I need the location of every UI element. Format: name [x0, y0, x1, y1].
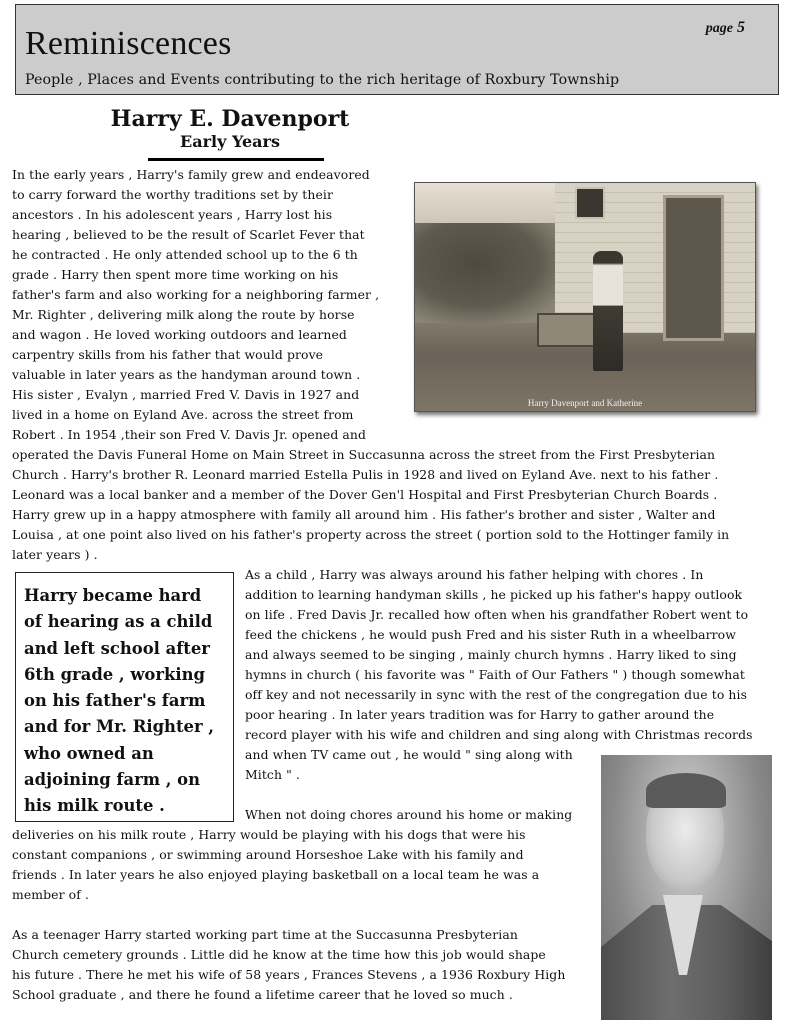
article-text-line: off key and not necessarily in sync with the rest of the congregation due to his — [245, 687, 748, 702]
article-text-line: later years ) . — [12, 547, 98, 562]
article-text-line: to carry forward the worthy traditions set by their — [12, 187, 333, 202]
photo-trees — [415, 223, 565, 323]
masthead — [15, 4, 779, 95]
article-text-line: Leonard was a local banker and a member of the Dover Gen'l Hospital and First Presbyterian Church Boards . — [12, 487, 718, 502]
article-text-line: grade . Harry then spent more time working on his — [12, 267, 339, 282]
photo-caption: Harry Davenport and Katherine — [527, 398, 643, 408]
masthead-title: Reminiscences — [25, 25, 232, 62]
article-text-line: Church cemetery grounds . Little did he know at the time how this job would shape — [12, 947, 546, 962]
article-text-line: operated the Davis Funeral Home on Main Street in Succasunna across the street from the First Presbyterian — [12, 447, 716, 462]
portrait-hair — [646, 773, 726, 808]
article-title: Harry E. Davenport — [110, 106, 350, 132]
page-label: page — [705, 21, 733, 36]
article-text-line: member of . — [12, 887, 89, 902]
article-heading — [100, 106, 360, 152]
article-text-line: and wagon . He loved working outdoors and learned — [12, 327, 347, 342]
article-text-line: friends . In later years he also enjoyed playing basketball on a local team he was a — [12, 867, 540, 882]
article-text-line: School graduate , and there he found a lifetime career that he loved so much . — [12, 987, 513, 1002]
photo-door — [663, 195, 724, 341]
article-text-line: hymns in church ( his favorite was " Faith of Our Fathers " ) though somewhat — [245, 667, 745, 682]
pull-quote-line: on his father's farm — [24, 691, 206, 711]
article-text-line: As a child , Harry was always around his father helping with chores . In — [245, 567, 704, 582]
article-text-line: on life . Fred Davis Jr. recalled how often when his grandfather Robert went to — [245, 607, 749, 622]
article-text-line: Harry grew up in a happy atmosphere with family all around him . His father's brother and sister , Walter and — [12, 507, 716, 522]
page-number-value: 5 — [737, 19, 745, 36]
pull-quote-line: and left school after — [24, 638, 210, 658]
pull-quote-line: of hearing as a child — [24, 612, 213, 632]
article-subtitle: Early Years — [180, 132, 280, 151]
article-text-line: record player with his wife and children and sing along with Christmas records — [245, 727, 753, 742]
article-text-line: poor hearing . In later years tradition was for Harry to gather around the — [245, 707, 715, 722]
article-text-line: As a teenager Harry started working part time at the Succasunna Presbyterian — [12, 927, 518, 942]
masthead-subtitle: People , Places and Events contributing to the rich heritage of Roxbury Township — [25, 72, 620, 88]
article-text-line: he contracted . He only attended school up to the 6 th — [12, 247, 358, 262]
pull-quote-line: who owned an — [24, 743, 154, 763]
page-number — [706, 19, 745, 37]
article-text-line: father's farm and also working for a neighboring farmer , — [12, 287, 380, 302]
article-text-line: ancestors . In his adolescent years , Harry lost his — [12, 207, 333, 222]
article-text-line: Church . Harry's brother R. Leonard married Estella Pulis in 1928 and lived on Eyland Ave. next to his father . — [12, 467, 719, 482]
article-text-line: Louisa , at one point also lived on his father's property across the street ( portion sold to the Hottinger family in — [12, 527, 730, 542]
article-text-line: In the early years , Harry's family grew and endeavored — [12, 167, 370, 182]
photo-wagon — [537, 313, 596, 347]
article-text-line: valuable in later years as the handyman around town . — [12, 367, 361, 382]
article-text-line: hearing , believed to be the result of Scarlet Fever that — [12, 227, 365, 242]
article-text-line: his future . There he met his wife of 58 years , Frances Stevens , a 1936 Roxbury High — [12, 967, 566, 982]
pull-quote-box — [15, 572, 234, 822]
article-text-line: Mr. Righter , delivering milk along the route by horse — [12, 307, 355, 322]
article-text-line: His sister , Evalyn , married Fred V. Davis in 1927 and — [12, 387, 360, 402]
pull-quote-line: his milk route . — [24, 796, 165, 816]
heading-divider — [148, 158, 324, 161]
photo-boy — [593, 251, 623, 371]
article-text-line: Mitch " . — [245, 767, 300, 782]
article-text-line: and when TV came out , he would " sing along with — [245, 747, 573, 762]
article-text-line: Robert . In 1954 ,their son Fred V. Davis Jr. opened and — [12, 427, 367, 442]
pull-quote-line: adjoining farm , on — [24, 770, 201, 790]
article-text-line: feed the chickens , he would push Fred and his sister Ruth in a wheelbarrow — [245, 627, 736, 642]
photo-harry-and-katherine — [414, 182, 756, 412]
article-text-line: and always seemed to be singing , mainly church hymns . Harry liked to sing — [245, 647, 737, 662]
article-text-line: When not doing chores around his home or making — [245, 807, 573, 822]
portrait-photo — [601, 755, 772, 1020]
photo-window — [575, 187, 605, 219]
pull-quote-line: 6th grade , working — [24, 664, 205, 684]
article-text-line: deliveries on his milk route , Harry would be playing with his dogs that were his — [12, 827, 526, 842]
article-text-line: carpentry skills from his father that would prove — [12, 347, 324, 362]
pull-quote-line: and for Mr. Righter , — [24, 717, 214, 737]
pull-quote-line: Harry became hard — [24, 586, 202, 605]
article-text-line: lived in a home on Eyland Ave. across the street from — [12, 407, 354, 422]
article-text-line: constant companions , or swimming around Horseshoe Lake with his family and — [12, 847, 524, 862]
pull-quote-text — [24, 583, 233, 820]
article-text-line: addition to learning handyman skills , he picked up his father's happy outlook — [245, 587, 743, 602]
